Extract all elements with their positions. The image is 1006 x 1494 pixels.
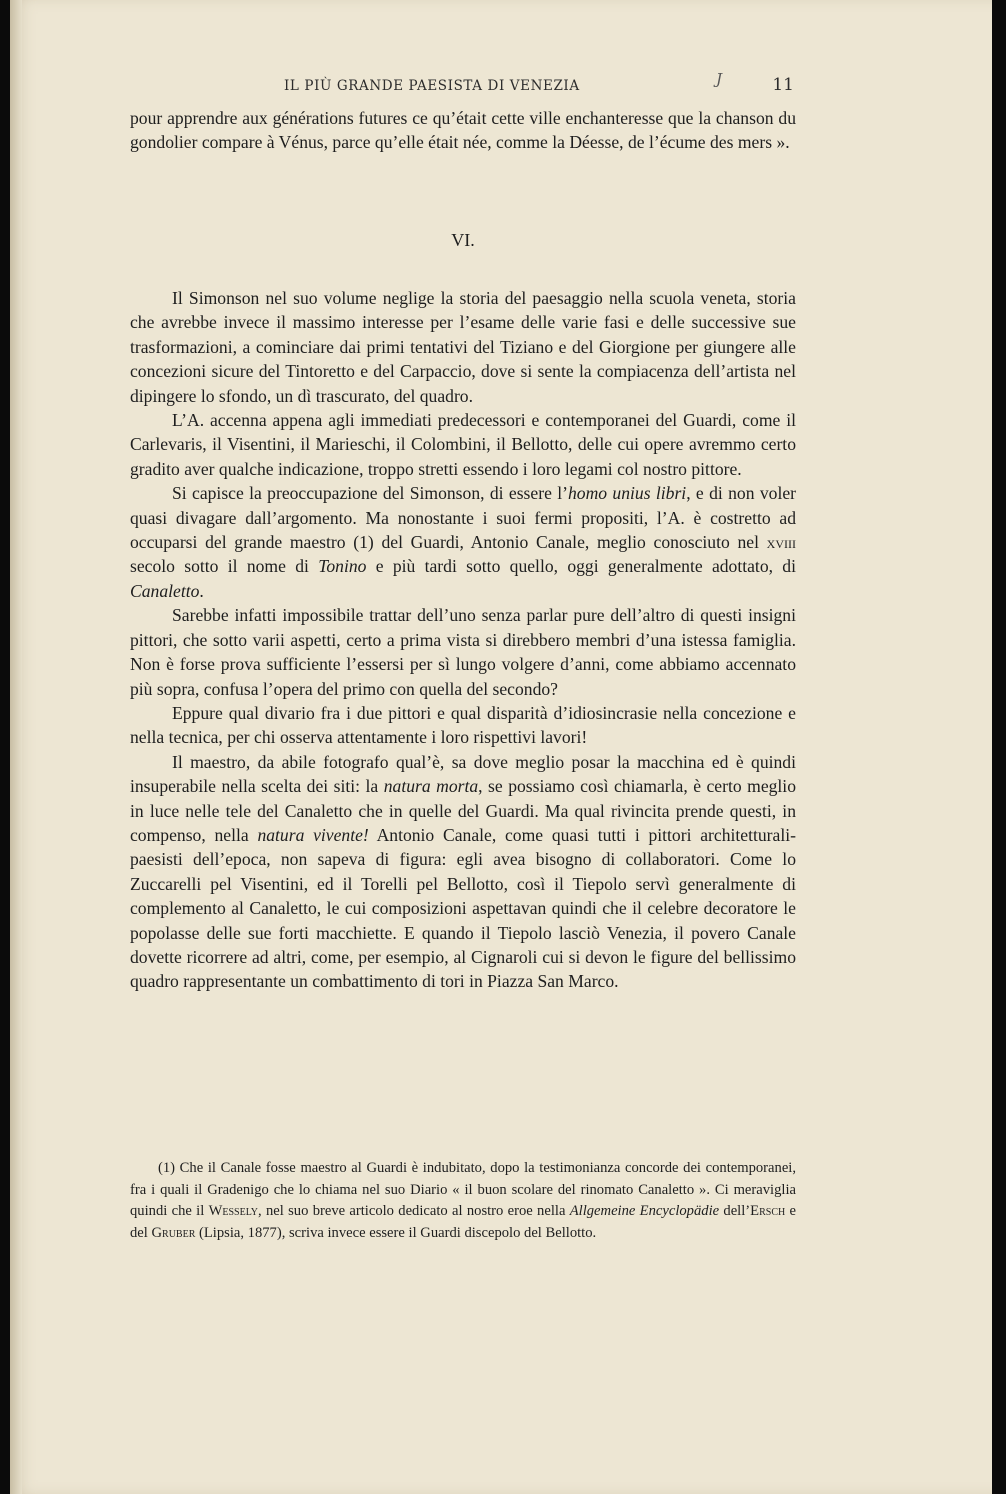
running-header bbox=[130, 70, 798, 98]
text-run: , nel suo breve articolo dedicato al nostro eroe nella bbox=[258, 1203, 570, 1219]
text-run: . bbox=[199, 580, 204, 601]
text-run: (Lipsia, 1877), scriva invece essere il Guardi discepolo del Bellotto. bbox=[195, 1224, 597, 1241]
footnote bbox=[130, 1158, 796, 1244]
author-name: Wessely bbox=[208, 1203, 259, 1219]
italic-text: natura morta bbox=[383, 776, 479, 797]
running-title: IL PIÙ GRANDE PAESISTA DI VENEZIA bbox=[284, 78, 580, 94]
century-numeral: xviii bbox=[766, 532, 796, 553]
page-number: 11 bbox=[772, 75, 794, 95]
text-run: , se possiamo così chiamarla, è certo meglio in luce nelle tele del Canaletto che in quelle del Guardi. Ma qual rivincita prende questi, in compenso, nella bbox=[130, 776, 796, 845]
italic-text: Allgemeine Encyclopädie bbox=[569, 1203, 720, 1219]
paragraph: Il Simonson nel suo volume neglige la storia del paesaggio nella scuola veneta, storia che avrebbe invece il massimo interesse per l’esame delle varie fasi e delle successive sue trasformazioni, a cominciare dai primi tentativi del Tiziano e del Giorgione per giungere alle concezioni sicure del Tintoretto e del Carpaccio, dove si sente la compiacenza dell’artista nel dipingere lo sfondo, un dì trascurato, del quadro. bbox=[130, 288, 796, 406]
page-gutter bbox=[10, 0, 22, 1494]
text-run: Si capisce la preoccupazione del Simonson, di essere l’ bbox=[172, 483, 568, 504]
text-run: , e di non voler quasi divagare dall’argomento. Ma nonostante i suoi fermi propositi, l’A. è costretto ad occuparsi del grande maestro (1) del Guardi, Antonio Canale, meglio conosciuto nel bbox=[130, 483, 796, 553]
text-run: dell’ bbox=[719, 1203, 751, 1219]
text-run: Antonio Canale, come quasi tutti i pittori architetturali-paesisti dell’epoca, non sapeva di figura: egli avea bisogno di collaboratori. Come lo Zuccarelli pel Visentini, ed il Torelli pel Bellotto, così il Tiepolo servì generalmente di complemento al Canaletto, le cui composizioni aspettavan quindi che il celebre decoratore le popolasse delle sue forti macchiette. E quando il Tiepolo lasciò Venezia, il povero Canale dovette ricorrere ad altri, come, per esempio, al Cignaroli cui si devon le figure del bellissimo quadro rappresentante un combattimento di tori in Piazza San Marco. bbox=[130, 824, 796, 992]
paragraph: Sarebbe infatti impossibile trattar dell’uno senza parlar pure dell’altro di questi insigni pittori, che sotto varii aspetti, certo a prima vista si direbbero membri d’una istessa famiglia. Non è forse prova sufficiente l’essersi per sì lungo volgere d’anni, come abbiamo accennato più sopra, confusa l’opera del primo con quella del secondo? bbox=[130, 605, 796, 699]
text-run: e più tardi sotto quello, oggi generalmente adottato, di bbox=[366, 556, 796, 577]
intro-text bbox=[130, 106, 796, 155]
intro-paragraph: pour apprendre aux générations futures ce qu’était cette ville enchanteresse que la chanson du gondolier compare à Vénus, parce qu’elle était née, comme la Déesse, de l’écume des mers ». bbox=[130, 108, 796, 153]
italic-text: Tonino bbox=[318, 556, 367, 577]
section-heading: VI. bbox=[451, 230, 475, 250]
italic-text: natura vivente! bbox=[257, 824, 369, 845]
italic-text: Canaletto bbox=[130, 580, 200, 601]
paragraph: Eppure qual divario fra i due pittori e qual disparità d’idiosincrasie nella concezione e nella tecnica, per chi osserva attentamente i loro rispettivi lavori! bbox=[130, 702, 796, 748]
footnotes bbox=[130, 1158, 796, 1244]
author-name: Gruber bbox=[151, 1224, 196, 1241]
italic-text: homo unius libri bbox=[567, 483, 687, 504]
margin-mark: J bbox=[716, 70, 723, 88]
text-run: e del bbox=[130, 1203, 796, 1241]
paragraph: L’A. accenna appena agli immediati predecessori e contemporanei del Guardi, come il Carlevaris, il Visentini, il Marieschi, il Colombini, il Bellotto, delle cui opere avremmo certo gradito aver qualche indicazione, troppo stretti essendo i loro legami col nostro pittore. bbox=[130, 410, 796, 479]
author-name: Ersch bbox=[750, 1203, 786, 1219]
text-run: secolo sotto il nome di bbox=[130, 556, 319, 577]
main-text bbox=[130, 286, 796, 994]
paragraph bbox=[130, 750, 796, 994]
text-run: Il maestro, da abile fotografo qual’è, sa dove meglio posar la macchina ed è quindi insuperabile nella scelta dei siti: la bbox=[130, 751, 796, 797]
footnote-marker: (1) bbox=[158, 1160, 176, 1176]
paragraph bbox=[130, 481, 796, 603]
text-run: Che il Canale fosse maestro al Guardi è indubitato, dopo la testimonianza concorde dei contemporanei, fra i quali il Gradenigo che lo chiama nel suo Diario « il buon scolare del rinomato Canaletto ». Ci meraviglia quindi che il bbox=[130, 1160, 796, 1219]
